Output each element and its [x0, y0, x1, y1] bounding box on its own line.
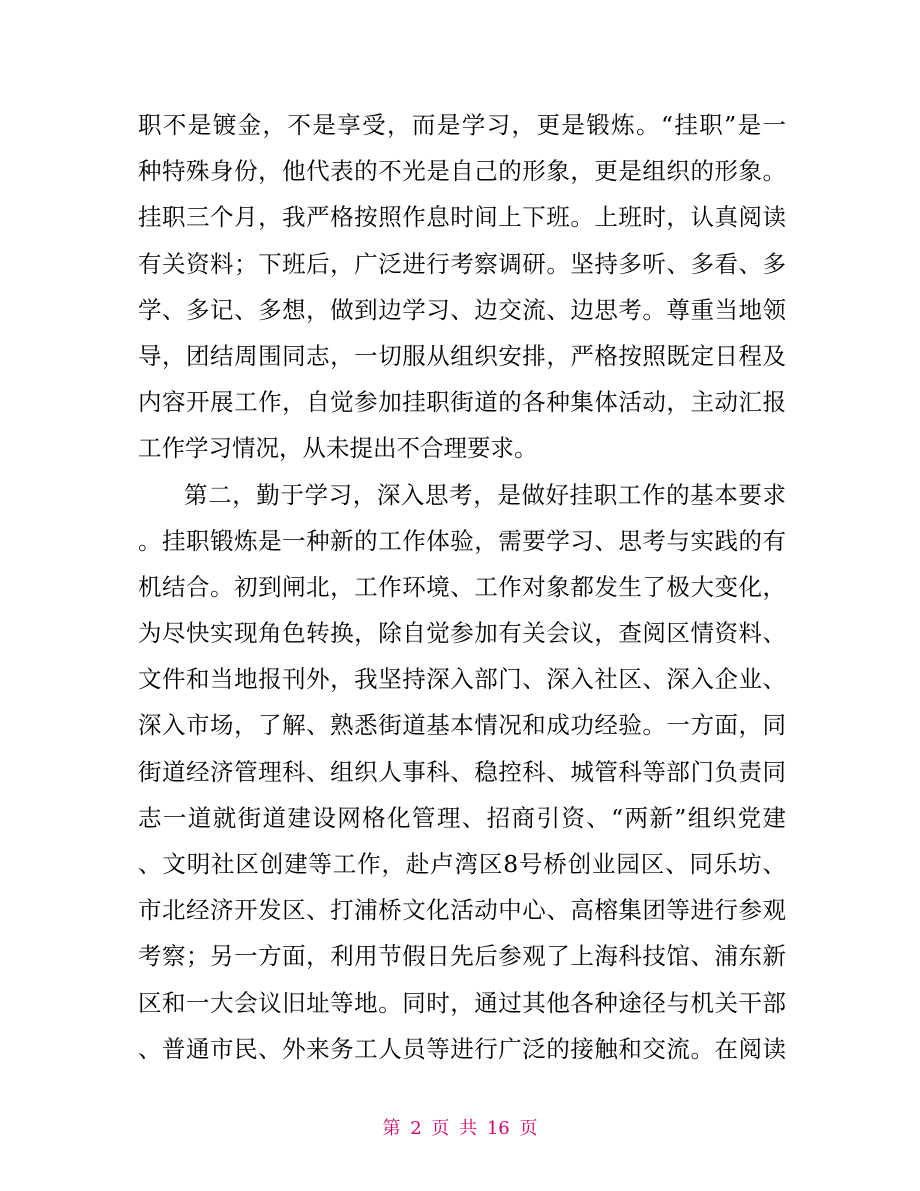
text-line-14: 深入市场，了解、熟悉街道基本情况和成功经验。一方面，同	[138, 711, 786, 740]
text-line-12: 为尽快实现角色转换，除自觉参加有关会议，查阅区情资料、	[138, 619, 786, 648]
text-line-13: 文件和当地报刊外，我坚持深入部门、深入社区、深入企业、	[138, 665, 786, 694]
text-line-4: 有关资料；下班后，广泛进行考察调研。坚持多听、多看、多	[138, 249, 786, 278]
text-line-11: 机结合。初到闸北，工作环境、工作对象都发生了极大变化，	[138, 572, 786, 601]
text-line-20: 区和一大会议旧址等地。同时，通过其他各种途径与机关干部	[138, 988, 786, 1017]
text-line-18: 市北经济开发区、打浦桥文化活动中心、高榕集团等进行参观	[138, 896, 786, 925]
page-number-footer: 第 2 页 共 16 页	[382, 1118, 538, 1139]
text-line-2: 种特殊身份，他代表的不光是自己的形象，更是组织的形象。	[138, 157, 786, 186]
document-body	[138, 102, 786, 1072]
text-line-6: 导，团结周围同志，一切服从组织安排，严格按照既定日程及	[138, 341, 786, 370]
text-line-17: 、文明社区创建等工作，赴卢湾区8号桥创业园区、同乐坊、	[138, 850, 786, 878]
text-line-3: 挂职三个月，我严格按照作息时间上下班。上班时，认真阅读	[138, 203, 786, 232]
text-line-21: 、普通市民、外来务工人员等进行广泛的接触和交流。在阅读	[138, 1034, 786, 1063]
text-line-1: 职不是镀金，不是享受，而是学习，更是锻炼。“挂职”是一	[138, 111, 786, 139]
text-line-15: 街道经济管理科、组织人事科、稳控科、城管科等部门负责同	[138, 757, 786, 786]
text-line-19: 考察；另一方面，利用节假日先后参观了上海科技馆、浦东新	[138, 942, 786, 971]
text-line-5: 学、多记、多想，做到边学习、边交流、边思考。尊重当地领	[138, 295, 786, 324]
text-line-9: 第二，勤于学习，深入思考，是做好挂职工作的基本要求	[184, 480, 786, 509]
text-line-7: 内容开展工作，自觉参加挂职街道的各种集体活动，主动汇报	[138, 388, 786, 417]
text-line-8: 工作学习情况，从未提出不合理要求。	[138, 434, 538, 463]
text-line-10: 。挂职锻炼是一种新的工作体验，需要学习、思考与实践的有	[138, 526, 786, 555]
text-line-16: 志一道就街道建设网格化管理、招商引资、“两新”组织党建	[138, 803, 786, 832]
